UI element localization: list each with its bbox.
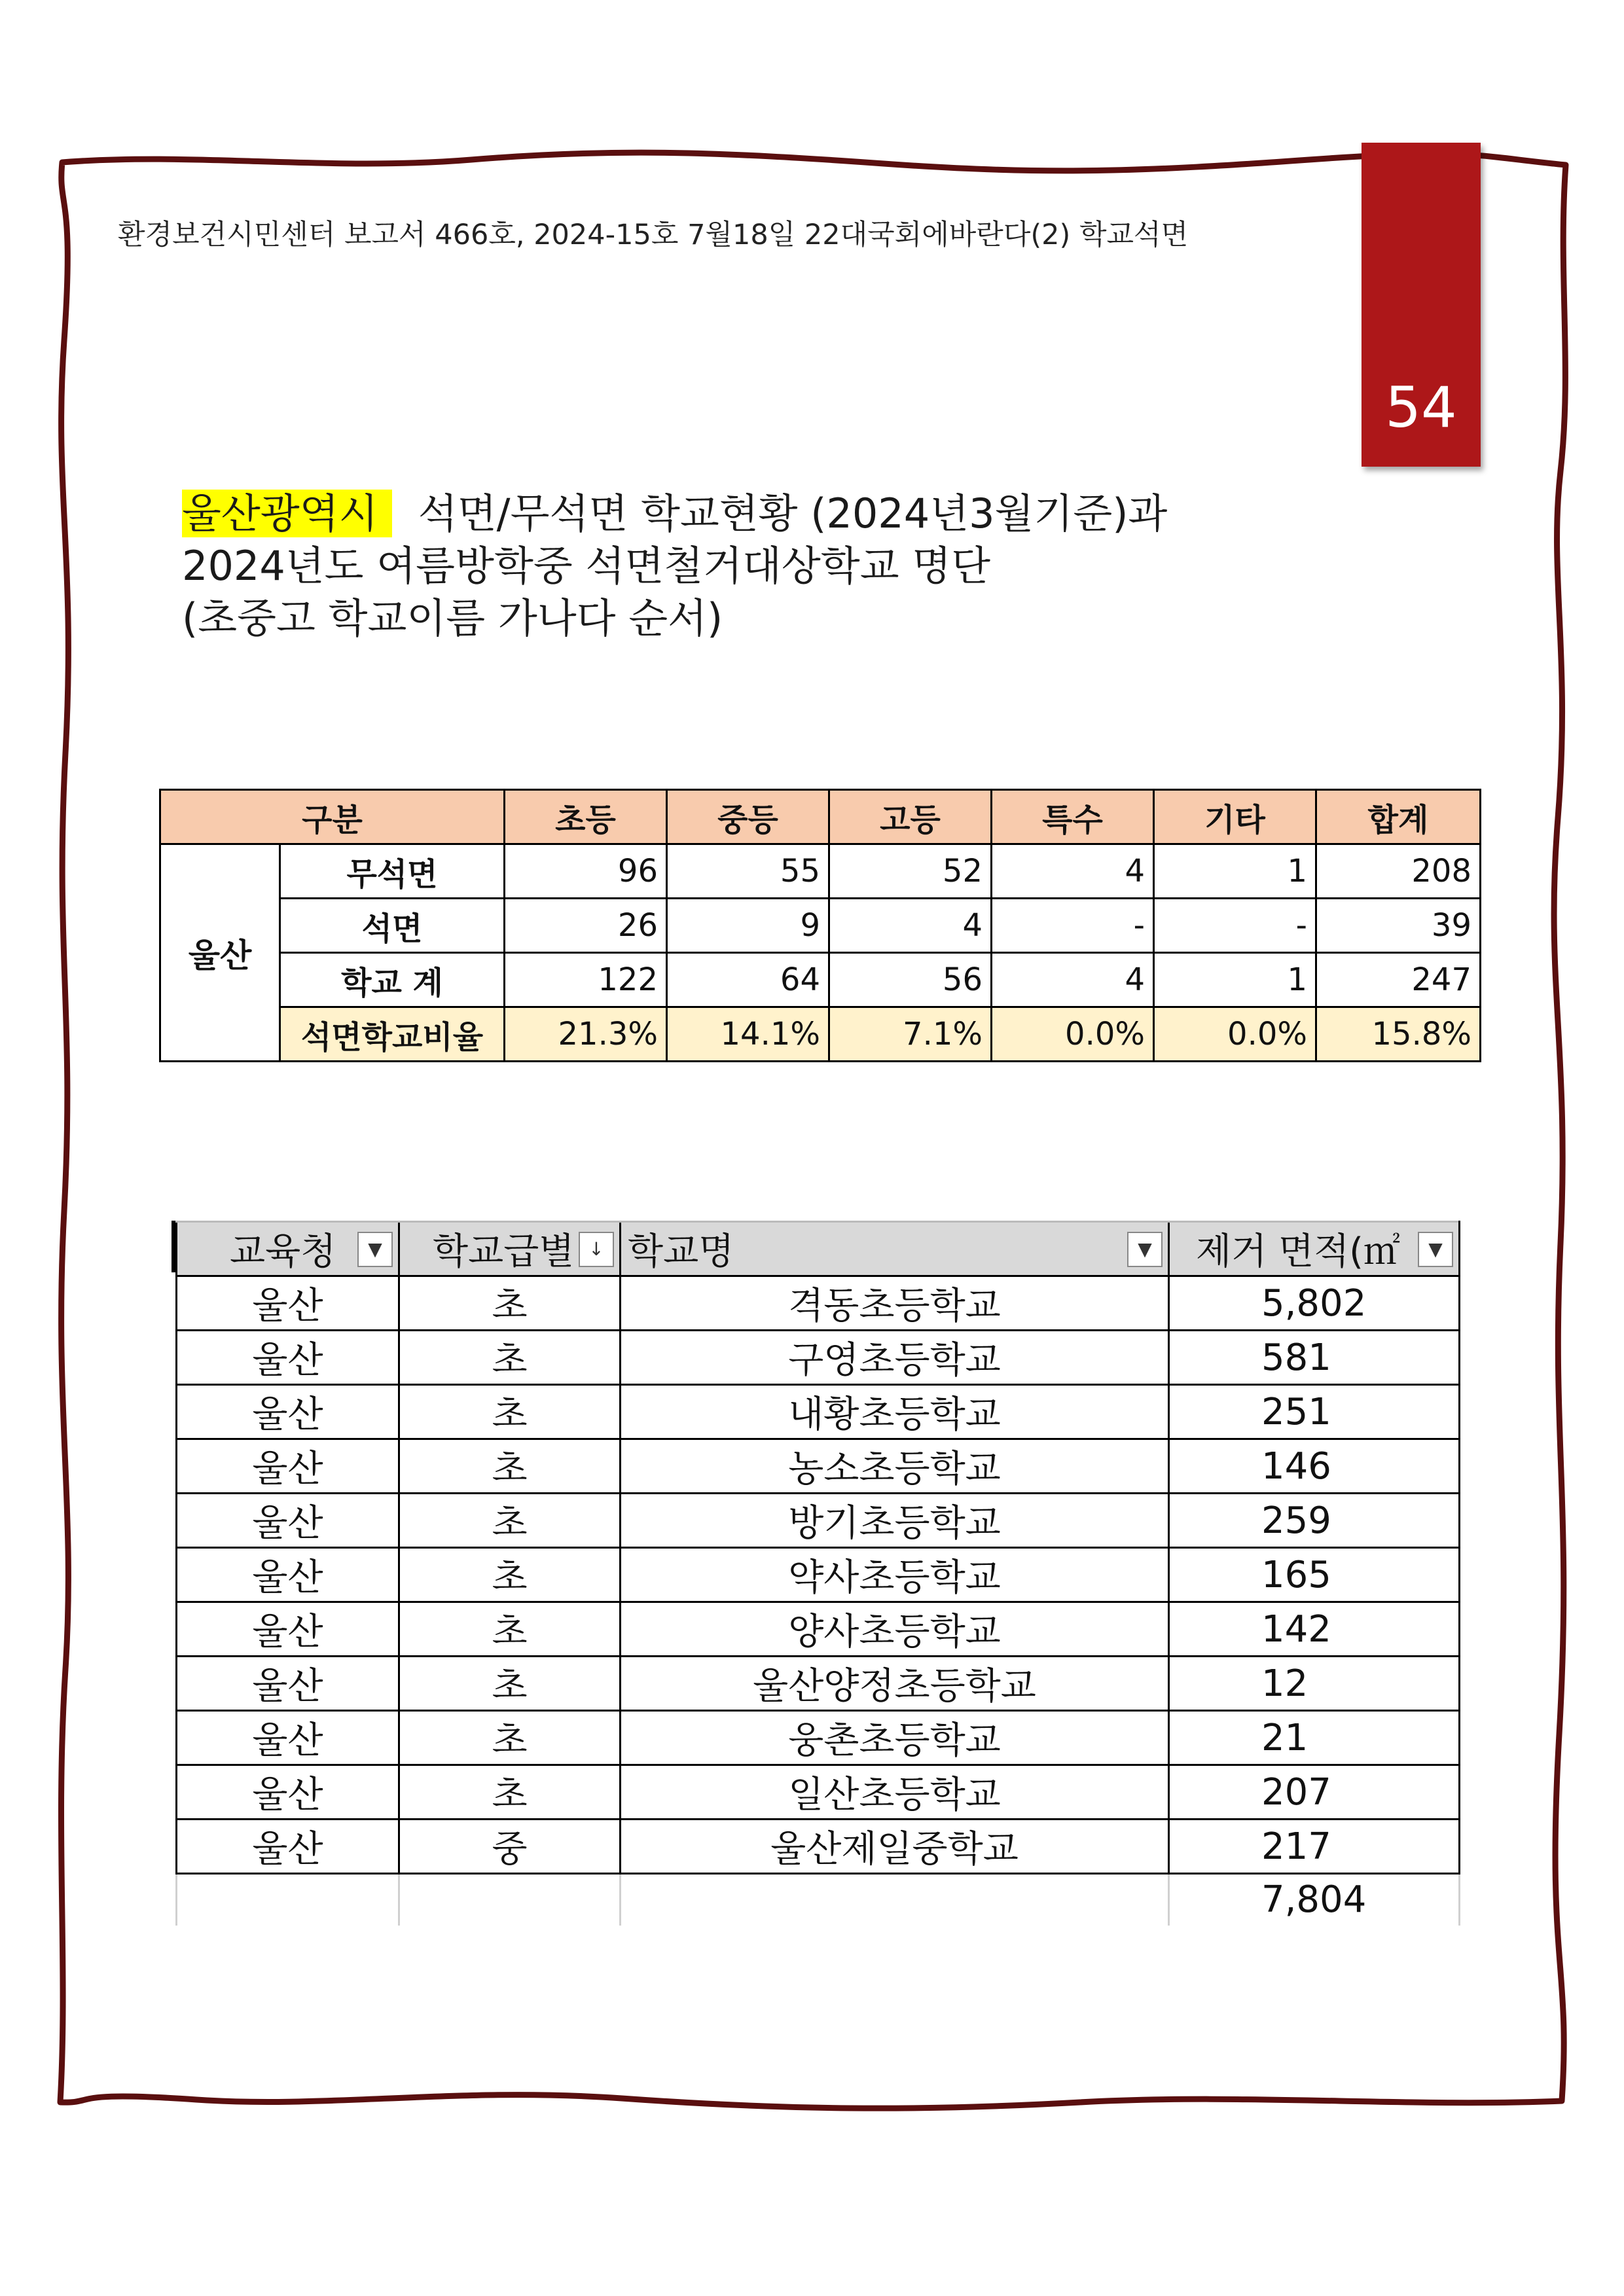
summary-row-total (160, 953, 1481, 1007)
cell-office: 울산 (177, 1602, 399, 1657)
cell-area: 5,802 (1169, 1276, 1460, 1331)
school-list-header-row (177, 1222, 1460, 1276)
summary-cell: - (1154, 899, 1316, 953)
cell-name: 울산양정초등학교 (621, 1657, 1169, 1711)
cell-office: 울산 (177, 1657, 399, 1711)
summary-cell: 4 (992, 844, 1154, 899)
summary-header-middle: 중등 (667, 790, 829, 844)
cell-office: 울산 (177, 1276, 399, 1331)
dropdown-arrow-icon[interactable]: ▼ (1418, 1232, 1453, 1267)
filter-active-icon[interactable]: ▼ (357, 1232, 393, 1267)
cell-area: 165 (1169, 1548, 1460, 1602)
header-office (177, 1222, 399, 1276)
summary-row-label: 학교 계 (280, 953, 505, 1007)
cell-name: 약사초등학교 (621, 1548, 1169, 1602)
table-row (177, 1439, 1460, 1494)
table-row (177, 1602, 1460, 1657)
summary-header-high: 고등 (829, 790, 992, 844)
summary-cell: 64 (667, 953, 829, 1007)
table-row (177, 1385, 1460, 1439)
cell-area: 217 (1169, 1820, 1460, 1874)
page-number: 54 (1385, 375, 1457, 440)
cell-empty (399, 1874, 621, 1926)
cell-name: 방기초등학교 (621, 1494, 1169, 1548)
summary-cell: 56 (829, 953, 992, 1007)
cell-area: 21 (1169, 1711, 1460, 1765)
summary-cell: 39 (1316, 899, 1481, 953)
table-total-row (177, 1874, 1460, 1926)
summary-header-total: 합계 (1316, 790, 1481, 844)
cell-area: 259 (1169, 1494, 1460, 1548)
cell-office: 울산 (177, 1331, 399, 1385)
cell-area: 146 (1169, 1439, 1460, 1494)
summary-cell: - (992, 899, 1154, 953)
summary-cell: 52 (829, 844, 992, 899)
cell-level: 중 (399, 1820, 621, 1874)
summary-row-label: 무석면 (280, 844, 505, 899)
table-row (177, 1494, 1460, 1548)
summary-header-other: 기타 (1154, 790, 1316, 844)
summary-row-ratio (160, 1007, 1481, 1062)
summary-cell: 1 (1154, 953, 1316, 1007)
header-name (621, 1222, 1169, 1276)
cell-level: 초 (399, 1765, 621, 1820)
summary-header-special: 특수 (992, 790, 1154, 844)
cell-name: 격동초등학교 (621, 1276, 1169, 1331)
cell-name: 울산제일중학교 (621, 1820, 1169, 1874)
summary-table (159, 789, 1481, 1062)
summary-region: 울산 (160, 844, 280, 1062)
cell-level: 초 (399, 1657, 621, 1711)
summary-cell: 14.1% (667, 1007, 829, 1062)
header-level (399, 1222, 621, 1276)
summary-cell: 0.0% (992, 1007, 1154, 1062)
summary-row-label: 석면학교비율 (280, 1007, 505, 1062)
cell-office: 울산 (177, 1548, 399, 1602)
cell-area: 207 (1169, 1765, 1460, 1820)
title-highlight: 울산광역시 (182, 490, 392, 537)
title-line-3: (초중고 학교이름 가나다 순서) (182, 594, 723, 642)
summary-row-asbestos (160, 899, 1481, 953)
summary-cell: 21.3% (505, 1007, 667, 1062)
sort-icon[interactable]: ↓ (579, 1232, 614, 1267)
table-row (177, 1765, 1460, 1820)
summary-cell: 26 (505, 899, 667, 953)
cell-level: 초 (399, 1385, 621, 1439)
cell-name: 구영초등학교 (621, 1331, 1169, 1385)
title-line-1-rest: 석면/무석면 학교현황 (2024년3월기준)과 (418, 490, 1168, 537)
cell-level: 초 (399, 1711, 621, 1765)
cell-name: 웅촌초등학교 (621, 1711, 1169, 1765)
header-area (1169, 1222, 1460, 1276)
page-number-tab (1362, 143, 1481, 467)
report-header: 환경보건시민센터 보고서 466호, 2024-15호 7월18일 22대국회에바란다(2) 학교석면 (118, 219, 1189, 251)
cell-empty (621, 1874, 1169, 1926)
school-list-table (175, 1221, 1460, 1926)
dropdown-arrow-icon[interactable]: ▼ (1127, 1232, 1163, 1267)
page-title (182, 488, 1167, 645)
cell-level: 초 (399, 1548, 621, 1602)
summary-header-row (160, 790, 1481, 844)
table-row (177, 1820, 1460, 1874)
title-line-2: 2024년도 여름방학중 석면철거대상학교 명단 (182, 542, 991, 590)
cell-office: 울산 (177, 1494, 399, 1548)
summary-cell: 4 (829, 899, 992, 953)
cell-name: 농소초등학교 (621, 1439, 1169, 1494)
cell-office: 울산 (177, 1385, 399, 1439)
cell-name: 일산초등학교 (621, 1765, 1169, 1820)
cell-level: 초 (399, 1494, 621, 1548)
table-row (177, 1657, 1460, 1711)
cell-office: 울산 (177, 1820, 399, 1874)
table-row (177, 1276, 1460, 1331)
cell-office: 울산 (177, 1439, 399, 1494)
cell-area: 581 (1169, 1331, 1460, 1385)
cell-area: 251 (1169, 1385, 1460, 1439)
summary-cell: 15.8% (1316, 1007, 1481, 1062)
cell-area: 12 (1169, 1657, 1460, 1711)
cell-level: 초 (399, 1602, 621, 1657)
header-name-label: 학교명 (628, 1230, 734, 1273)
header-level-label: 학교급별 (433, 1230, 575, 1273)
summary-header-elementary: 초등 (505, 790, 667, 844)
cell-office: 울산 (177, 1765, 399, 1820)
header-office-label: 교육청 (230, 1230, 336, 1273)
summary-cell: 247 (1316, 953, 1481, 1007)
cell-area: 142 (1169, 1602, 1460, 1657)
summary-cell: 4 (992, 953, 1154, 1007)
total-area: 7,804 (1169, 1874, 1460, 1926)
cell-name: 양사초등학교 (621, 1602, 1169, 1657)
cell-level: 초 (399, 1276, 621, 1331)
summary-cell: 0.0% (1154, 1007, 1316, 1062)
title-line-1 (182, 488, 1167, 540)
cell-office: 울산 (177, 1711, 399, 1765)
summary-cell: 1 (1154, 844, 1316, 899)
summary-row-asbestos-free (160, 844, 1481, 899)
table-row (177, 1548, 1460, 1602)
header-area-label: 제거 면적(㎡ (1196, 1230, 1401, 1273)
summary-header-category: 구분 (160, 790, 505, 844)
summary-cell: 208 (1316, 844, 1481, 899)
summary-cell: 55 (667, 844, 829, 899)
cell-level: 초 (399, 1331, 621, 1385)
summary-cell: 7.1% (829, 1007, 992, 1062)
cell-level: 초 (399, 1439, 621, 1494)
summary-cell: 9 (667, 899, 829, 953)
cell-name: 내황초등학교 (621, 1385, 1169, 1439)
summary-cell: 96 (505, 844, 667, 899)
cell-empty (177, 1874, 399, 1926)
summary-cell: 122 (505, 953, 667, 1007)
table-row (177, 1711, 1460, 1765)
summary-row-label: 석면 (280, 899, 505, 953)
table-row (177, 1331, 1460, 1385)
